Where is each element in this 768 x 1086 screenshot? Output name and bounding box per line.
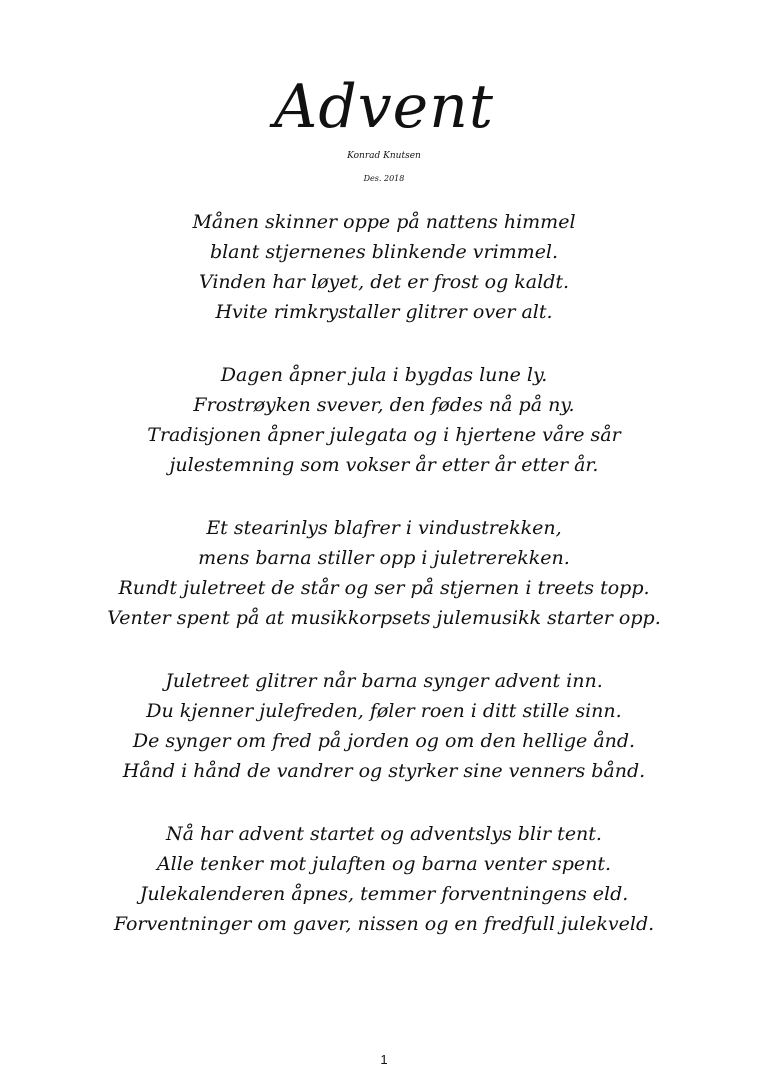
stanza-5	[0, 819, 768, 939]
stanza-3	[0, 513, 768, 633]
poem-line: Juletreet glitrer når barna synger advent inn.	[165, 670, 603, 692]
poem-line: Du kjenner julefreden, føler roen i ditt stille sinn.	[146, 700, 622, 722]
poem-line: blant stjernenes blinkende vrimmel.	[209, 241, 559, 263]
poem-line: julestemning som vokser år etter år etter år.	[169, 454, 599, 476]
poem-line: Et stearinlys blafrer i vindustrekken,	[206, 517, 562, 539]
poem-line: Venter spent på at musikkorpsets julemusikk starter opp.	[107, 607, 661, 629]
poem-date: Des. 2018	[363, 174, 405, 183]
poem-line: Alle tenker mot julaften og barna venter spent.	[156, 853, 612, 875]
stanza-4	[0, 666, 768, 786]
stanza-2	[0, 360, 768, 480]
poem-line: Vinden har løyet, det er frost og kaldt.	[198, 271, 570, 293]
poem-body	[0, 207, 768, 972]
poem-line: Frostrøyken svever, den fødes nå på ny.	[193, 394, 575, 416]
poem-line: Rundt juletreet de står og ser på stjernen i treets topp.	[118, 577, 650, 599]
page-number: 1	[380, 1052, 388, 1067]
poem-line: Nå har advent startet og adventslys blir tent.	[166, 823, 602, 845]
poem-line: Forventninger om gaver, nissen og en fredfull julekveld.	[113, 913, 655, 935]
poem-line: Månen skinner oppe på nattens himmel	[192, 211, 576, 233]
poem-title: Advent	[274, 72, 494, 142]
poem-line: Tradisjonen åpner julegata og i hjertene våre sår	[147, 424, 621, 446]
poem-line: Julekalenderen åpnes, temmer forventningens eld.	[139, 883, 629, 905]
poem-line: Hånd i hånd de vandrer og styrker sine venners bånd.	[122, 760, 646, 782]
poem-line: mens barna stiller opp i juletrerekken.	[198, 547, 570, 569]
poem-line: Dagen åpner jula i bygdas lune ly.	[220, 364, 548, 386]
poem-line: Hvite rimkrystaller glitrer over alt.	[215, 301, 553, 323]
author-name: Konrad Knutsen	[347, 151, 421, 161]
stanza-1	[0, 207, 768, 327]
poem-line: De synger om fred på jorden og om den hellige ånd.	[132, 730, 636, 752]
